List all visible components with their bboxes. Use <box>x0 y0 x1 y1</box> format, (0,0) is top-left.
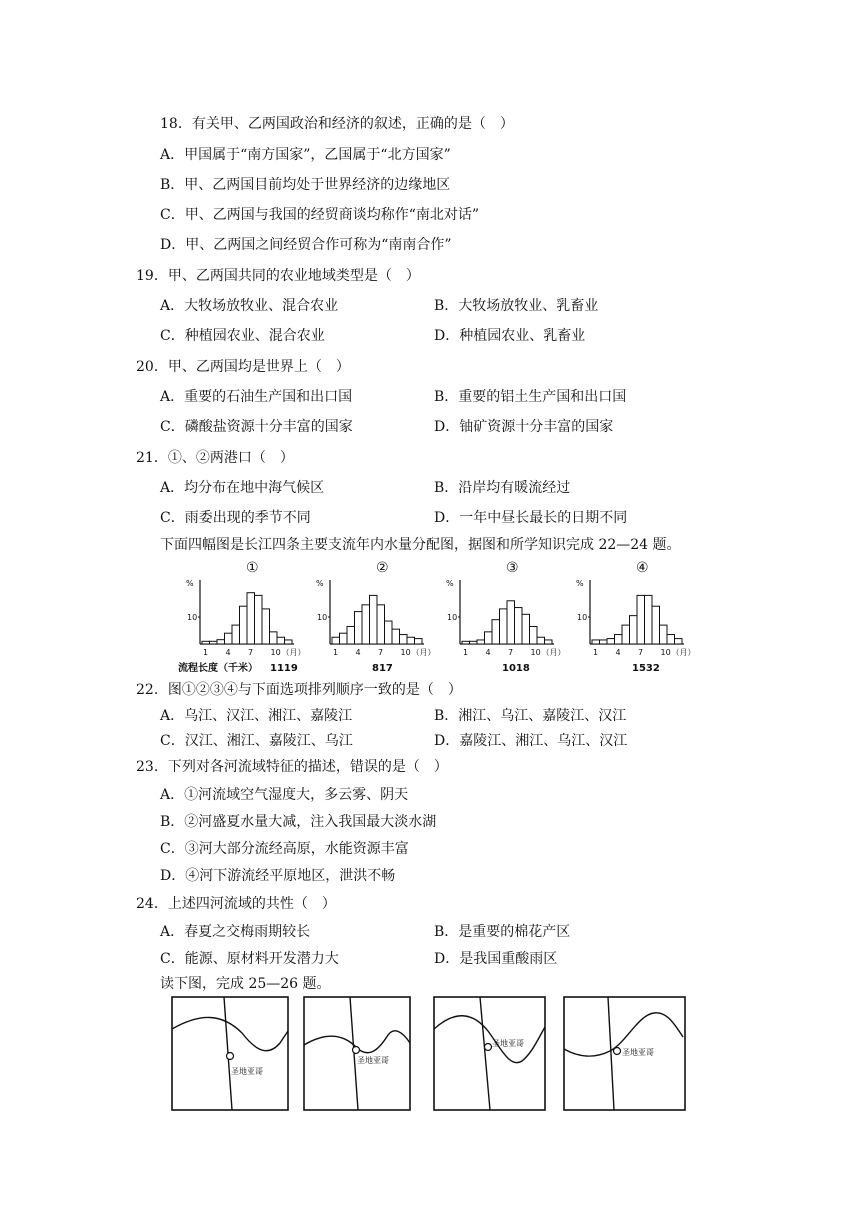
histogram-bar <box>600 640 608 644</box>
histogram-bar <box>485 632 493 644</box>
histogram-bar <box>225 633 233 644</box>
q23-option-b: B．②河盛夏水量大减，注入我国最大淡水湖 <box>160 814 437 830</box>
y-tick-label: 10 <box>187 613 198 622</box>
q20-option-a: A．重要的石油生产国和出口国 <box>160 389 353 405</box>
q23-option-d: D．④河下游流经平原地区，泄洪不畅 <box>160 868 396 884</box>
histogram-bar <box>507 601 515 644</box>
q20-option-d: D．铀矿资源十分丰富的国家 <box>434 419 614 435</box>
x-tick-label: 10 <box>400 648 411 657</box>
histogram-bar <box>667 635 675 644</box>
intro-22-24: 下面四幅图是长江四条主要支流年内水量分配图，据图和所学知识完成 22—24 题。 <box>160 537 681 553</box>
q20-option-b: B．重要的铝土生产国和出口国 <box>434 389 627 405</box>
histogram-bar <box>622 625 630 644</box>
length-label: 流程长度（千米） <box>178 663 258 674</box>
histogram-bar <box>407 637 415 644</box>
panel-label: ② <box>376 560 389 576</box>
map-panel-4 <box>564 997 685 1110</box>
histogram-bar <box>537 637 545 644</box>
y-tick-label: 10 <box>447 613 458 622</box>
length-value: 1119 <box>270 663 298 674</box>
histogram-bar <box>285 640 293 644</box>
length-value: 1018 <box>502 663 530 674</box>
x-tick-label: 4 <box>225 648 231 657</box>
histogram-bar <box>652 606 660 644</box>
q24-option-a: A．春夏之交梅雨期较长 <box>160 924 311 940</box>
x-tick-label: 1 <box>463 648 469 657</box>
x-tick-label: 7 <box>248 648 254 657</box>
length-value: 817 <box>372 663 393 674</box>
histogram-bar <box>340 633 348 644</box>
q18-option-b: B．甲、乙两国目前均处于世界经济的边缘地区 <box>160 177 451 193</box>
histogram-bar <box>347 626 355 644</box>
histogram-bar <box>470 641 478 644</box>
q19-option-c: C．种植园农业、混合农业 <box>160 328 325 344</box>
y-tick-label: 10 <box>317 613 328 622</box>
histogram-bar <box>545 640 553 644</box>
map-panel-1 <box>172 997 288 1110</box>
x-tick-label: 1 <box>203 648 209 657</box>
percent-label: % <box>446 579 454 588</box>
q21-option-c: C．雨委出现的季节不同 <box>160 510 311 526</box>
percent-label: % <box>186 579 194 588</box>
histogram-bar <box>660 625 668 644</box>
city-marker <box>485 1044 492 1051</box>
q19-option-a: A．大牧场放牧业、混合农业 <box>160 298 339 314</box>
city-label: 圣地亚哥 <box>231 1067 263 1076</box>
curve-line <box>434 1016 545 1063</box>
histogram-bar <box>415 639 423 644</box>
histogram-bar <box>240 606 248 644</box>
q23-option-a: A．①河流域空气湿度大，多云雾、阴天 <box>160 787 409 803</box>
histogram-bar <box>355 612 363 644</box>
x-tick-label: 10 <box>530 648 541 657</box>
histogram-bar <box>385 621 393 644</box>
x-tick-label: 4 <box>615 648 621 657</box>
q18-option-d: D．甲、乙两国之间经贸合作可称为“南南合作” <box>160 237 452 253</box>
y-tick-label: 10 <box>577 613 588 622</box>
city-label: 圣地亚哥 <box>622 1048 654 1057</box>
histogram-bar <box>675 639 683 644</box>
q22-option-c: C．汉江、湘江、嘉陵江、乌江 <box>160 733 353 749</box>
map-panel-2 <box>304 997 410 1110</box>
month-unit-label: （月） <box>411 648 436 657</box>
q23-stem: 23．下列对各河流域特征的描述，错误的是（ ） <box>136 759 448 775</box>
histogram-bar <box>637 595 645 644</box>
q21-option-b: B．沿岸均有暖流经过 <box>434 480 571 496</box>
length-value: 1532 <box>632 663 660 674</box>
city-label: 圣地亚哥 <box>492 1039 524 1048</box>
runoff-charts-svg <box>176 560 696 680</box>
x-tick-label: 1 <box>333 648 339 657</box>
histogram-bar <box>370 595 378 644</box>
q19-option-b: B．大牧场放牧业、乳畜业 <box>434 298 599 314</box>
q22-option-d: D．嘉陵江、湘江、乌江、汉江 <box>434 733 628 749</box>
panel-label: ③ <box>506 560 519 576</box>
x-tick-label: 7 <box>378 648 384 657</box>
q20-stem: 20．甲、乙两国均是世界上（ ） <box>136 359 350 375</box>
histogram-bar <box>607 639 615 644</box>
q24-option-b: B．是重要的棉花产区 <box>434 924 571 940</box>
q19-option-d: D．种植园农业、乳畜业 <box>434 328 586 344</box>
month-unit-label: （月） <box>671 648 696 657</box>
x-tick-label: 4 <box>485 648 491 657</box>
x-tick-label: 10 <box>660 648 671 657</box>
histogram-bar <box>270 632 278 644</box>
percent-label: % <box>576 579 584 588</box>
histogram-bar <box>615 635 623 644</box>
x-tick-label: 7 <box>638 648 644 657</box>
histogram-bar <box>377 605 385 644</box>
histogram-bar <box>592 640 600 644</box>
q24-stem: 24．上述四河流域的共性（ ） <box>136 896 336 912</box>
q22-stem: 22．图①②③④与下面选项排列顺序一致的是（ ） <box>136 682 462 698</box>
x-tick-label: 7 <box>508 648 514 657</box>
q22-option-b: B．湘江、乌江、嘉陵江、汉江 <box>434 708 627 724</box>
histogram-bar <box>500 609 508 644</box>
runoff-charts <box>176 560 696 680</box>
x-tick-label: 1 <box>593 648 599 657</box>
histogram-bar <box>492 620 500 644</box>
city-label: 圣地亚哥 <box>357 1056 389 1065</box>
histogram-bar <box>392 629 400 644</box>
histogram-bar <box>522 614 530 644</box>
q18-option-c: C．甲、乙两国与我国的经贸商谈均称作“南北对话” <box>160 207 480 223</box>
q21-option-a: A．均分布在地中海气候区 <box>160 480 325 496</box>
histogram-bar <box>202 641 210 644</box>
city-marker <box>353 1047 360 1054</box>
x-tick-label: 10 <box>270 648 281 657</box>
city-marker <box>227 1053 234 1060</box>
q22-option-a: A．乌江、汉江、湘江、嘉陵江 <box>160 708 353 724</box>
city-marker <box>614 1048 621 1055</box>
map-panel-3 <box>434 997 545 1110</box>
histogram-bar <box>630 616 638 644</box>
histogram-bar <box>255 595 263 644</box>
panel-label: ④ <box>636 560 649 576</box>
histogram-bar <box>210 641 218 644</box>
x-tick-label: 4 <box>355 648 361 657</box>
histogram-bar <box>477 640 485 644</box>
histogram-bar <box>515 608 523 644</box>
month-unit-label: （月） <box>281 648 306 657</box>
histogram-bar <box>232 625 240 644</box>
q21-option-d: D．一年中昼长最长的日期不同 <box>434 510 628 526</box>
histogram-bar <box>277 637 285 644</box>
histogram-bar <box>400 635 408 644</box>
q24-option-c: C．能源、原材料开发潜力大 <box>160 951 339 967</box>
histogram-bar <box>362 605 370 644</box>
histogram-bar <box>332 637 340 644</box>
curve-line <box>172 1017 288 1050</box>
q23-option-c: C．③河大部分流经高原，水能资源丰富 <box>160 841 409 857</box>
q19-stem: 19．甲、乙两国共同的农业地域类型是（ ） <box>136 268 420 284</box>
q21-stem: 21．①、②两港口（ ） <box>136 450 294 466</box>
q20-option-c: C．磷酸盐资源十分丰富的国家 <box>160 419 353 435</box>
q18-option-a: A．甲国属于“南方国家”，乙国属于“北方国家” <box>160 147 451 163</box>
histogram-bar <box>462 641 470 644</box>
histogram-bar <box>247 593 255 644</box>
month-unit-label: （月） <box>541 648 566 657</box>
panel-label: ① <box>246 560 259 576</box>
histogram-bar <box>645 595 653 644</box>
histogram-bar <box>262 609 270 644</box>
q24-option-d: D．是我国重酸雨区 <box>434 951 558 967</box>
histogram-bar <box>217 640 225 644</box>
meridian-line <box>480 997 490 1110</box>
meridian-line <box>608 997 614 1110</box>
histogram-bar <box>530 626 538 644</box>
intro-25-26: 读下图，完成 25—26 题。 <box>160 976 331 992</box>
santiago-maps-svg <box>170 995 690 1115</box>
q18-stem: 18．有关甲、乙两国政治和经济的叙述，正确的是（ ） <box>160 116 514 132</box>
percent-label: % <box>316 579 324 588</box>
santiago-maps <box>170 995 690 1115</box>
